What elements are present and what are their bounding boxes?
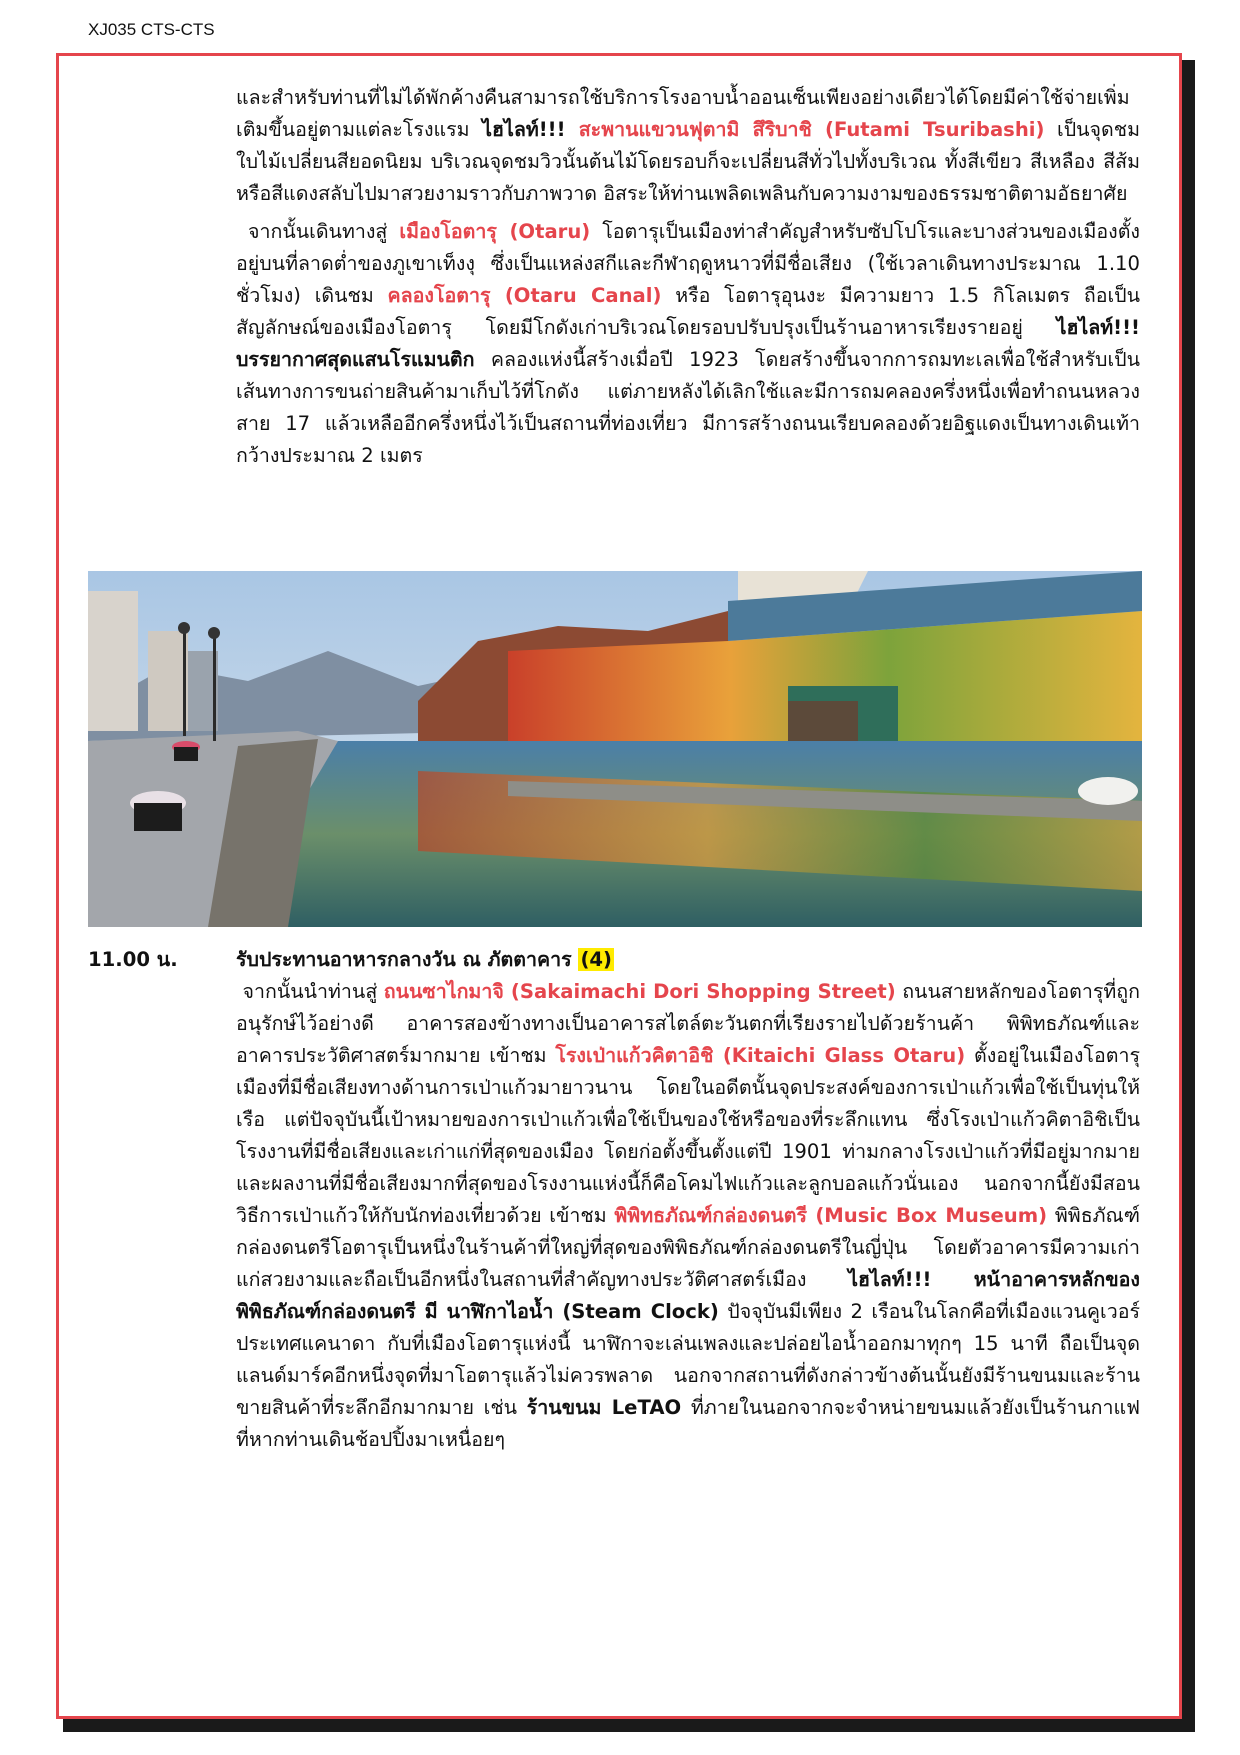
meal-text: รับประทานอาหารกลางวัน ณ ภัตตาคาร xyxy=(236,948,579,971)
paragraph-sakaimachi: จากนั้นนำท่านสู่ ถนนซาไกมาจิ (Sakaimachi Dori Shopping Street) ถนนสายหลักของโอตารุที่ถูกอนุรักษ์ไว้อย่างดี อาคารสองข้างทางเป็นอาคารสไตล์ตะวันตกที่เรียงรายไปด้วยร้านค้า พิพิทธภัณฑ์และอาคารประวัติศาสตร์มากมาย เข้าชม โรงเป่าแก้วคิตาอิชิ (Kitaichi Glass Otaru) ตั้งอยู่ในเมืองโอตารุ เมืองที่มีชื่อเสียงทางด้านการเป่าแก้วมายาวนาน โดยในอดีตนั้นจุดประสงค์ของการเป่าแก้วเพื่อใช้เป็นทุ่นให้เรือ แต่ปัจจุบันนี้เป้าหมายของการเป่าแก้วเพื่อใช้เป็นของใช้หรือของที่ระลึกแทน ซึ่งโรงเป่าแก้วคิตาอิชิเป็นโรงงานที่มีชื่อเสียงและเก่าแก่ที่สุดของเมือง โดยก่อตั้งขึ้นตั้งแต่ปี 1901 ท่ามกลางโรงเป่าแก้วที่มีอยู่มากมาย และผลงานที่มีชื่อเสียงมากที่สุดของโรงงานแห่งนี้ก็คือโคมไฟแก้วและลูกบอลแก้วนั่นเอง นอกจากนี้ยังมีสอนวิธีการเป่าแก้วให้กับนักท่องเที่ยวด้วย เข้าชม พิพิทธภัณฑ์กล่องดนตรี (Music Box Museum) พิพิธภัณฑ์กล่องดนตรีโอตารุเป็นหนึ่งในร้านค้าที่ใหญ่ที่สุดของพิพิธภัณฑ์กล่องดนตรีในญี่ปุ่น โดยตัวอาคารมีความเก่าแก่สวยงามและถือเป็นอีกหนึ่งในสถานที่สำคัญทางประวัติศาสตร์เมือง ไฮไลท์!!! หน้าอาคารหลักของพิพิธภัณฑ์กล่องดนตรี มี นาฬิกาไอน้ำ (Steam Clock) ปัจจุบันมีเพียง 2 เรือนในโลกคือที่เมืองแวนคูเวอร์ ประเทศแคนาดา กับที่เมืองโอตารุแห่งนี้ นาฬิกาจะเล่นเพลงและปล่อยไอน้ำออกมาทุกๆ 15 นาที ถือเป็นจุดแลนด์มาร์คอีกหนึ่งจุดที่มาโอตารุแล้วไม่ควรพลาด นอกจากสถานที่ดังกล่าวข้างต้นนั้นยังมีร้านขนมและร้านขายสินค้าที่ระลึกอีกมากมาย เช่น ร้านขนม LeTAO ที่ภายในนอกจากจะจำหน่ายขนมแล้วยังเป็นร้านกาแฟ ที่หากท่านเดินช้อปปิ้งมาเหนื่อยๆ xyxy=(236,980,1141,1451)
meal-line xyxy=(236,943,614,975)
schedule-time: 11.00 น. xyxy=(88,948,178,971)
paragraph-futami: และสำหรับท่านที่ไม่ได้พักค้างคืนสามารถใช้บริการโรงอาบน้ำออนเซ็นเพียงอย่างเดียวได้โดยมีค่าใช้จ่ายเพิ่มเติมขึ้นอยู่ตามแต่ละโรงแรม ไฮไลท์!!! สะพานแขวนฟุตามิ สึริบาชิ (Futami Tsuribashi) เป็นจุดชมใบไม้เปลี่ยนสียอดนิยม บริเวณจุดชมวิวนั้นต้นไม้โดยรอบก็จะเปลี่ยนสีทั่วไปทั้งบริเวณ ทั้งสีเขียว สีเหลือง สีส้ม หรือสีแดงสลับไปมาสวยงามราวกับภาพวาด อิสระให้ท่านเพลิดเพลินกับความงามของธรรมชาติตามอัธยาศัย xyxy=(236,86,1140,205)
canal-illustration xyxy=(88,571,1142,927)
place-sakaimachi-street: ถนนซาไกมาจิ (Sakaimachi Dori Shopping Street) xyxy=(383,980,896,1003)
highlight-steam-clock: ไฮไลท์!!! หน้าอาคารหลักของพิพิธภัณฑ์กล่องดนตรี มี นาฬิกาไอน้ำ (Steam Clock) xyxy=(236,1268,1140,1323)
place-letao: ร้านขนม LeTAO xyxy=(526,1396,682,1419)
paragraph-otaru: จากนั้นเดินทางสู่ เมืองโอตารุ (Otaru) โอตารุเป็นเมืองท่าสำคัญสำหรับซัปโปโรและบางส่วนของเมืองตั้งอยู่บนที่ลาดต่ำของภูเขาเท็งงุ ซึ่งเป็นแหล่งสกีและกีฬาฤดูหนาวที่มีชื่อเสียง (ใช้เวลาเดินทางประมาณ 1.10 ชั่วโมง) เดินชม คลองโอตารุ (Otaru Canal) หรือ โอตารุอุนงะ มีความยาว 1.5 กิโลเมตร ถือเป็นสัญลักษณ์ของเมืองโอตารุ โดยมีโกดังเก่าบริเวณโดยรอบปรับปรุงเป็นร้านอาหารเรียงรายอยู่ ไฮไลท์!!! บรรยากาศสุดแสนโรแมนติก คลองแห่งนี้สร้างเมื่อปี 1923 โดยสร้างขึ้นจากการถมทะเลเพื่อใช้สำหรับเป็นเส้นทางการขนถ่ายสินค้ามาเก็บไว้ที่โกดัง แต่ภายหลังได้เลิกใช้และมีการถมคลองครึ่งหนึ่งเพื่อทำถนนหลวงสาย 17 แล้วเหลืออีกครึ่งหนึ่งไว้เป็นสถานที่ท่องเที่ยว มีการสร้างถนนเรียบคลองด้วยอิฐแดงเป็นทางเดินเท้ากว้างประมาณ 2 เมตร xyxy=(236,220,1140,467)
otaru-canal-photo xyxy=(88,571,1142,927)
section-otaru-intro xyxy=(236,82,1140,472)
place-otaru-canal: คลองโอตารุ (Otaru Canal) xyxy=(387,284,662,307)
place-kitaichi-glass: โรงเป่าแก้วคิตาอิชิ (Kitaichi Glass Otaru) xyxy=(555,1044,966,1067)
highlight-romantic: ไฮไลท์!!! บรรยากาศสุดแสนโรแมนติก xyxy=(236,316,1140,371)
place-music-box-museum: พิพิทธภัณฑ์กล่องดนตรี (Music Box Museum) xyxy=(614,1204,1048,1227)
meal-number-badge: (4) xyxy=(580,948,612,971)
place-futami-tsuribashi: สะพานแขวนฟุตามิ สึริบาชิ (Futami Tsuribashi) xyxy=(565,118,1045,141)
place-otaru-city: เมืองโอตารุ (Otaru) xyxy=(399,220,591,243)
highlight-label: ไฮไลท์!!! xyxy=(482,118,566,141)
section-sakaimachi xyxy=(236,976,1140,1456)
document-code: XJ035 CTS-CTS xyxy=(88,20,215,39)
